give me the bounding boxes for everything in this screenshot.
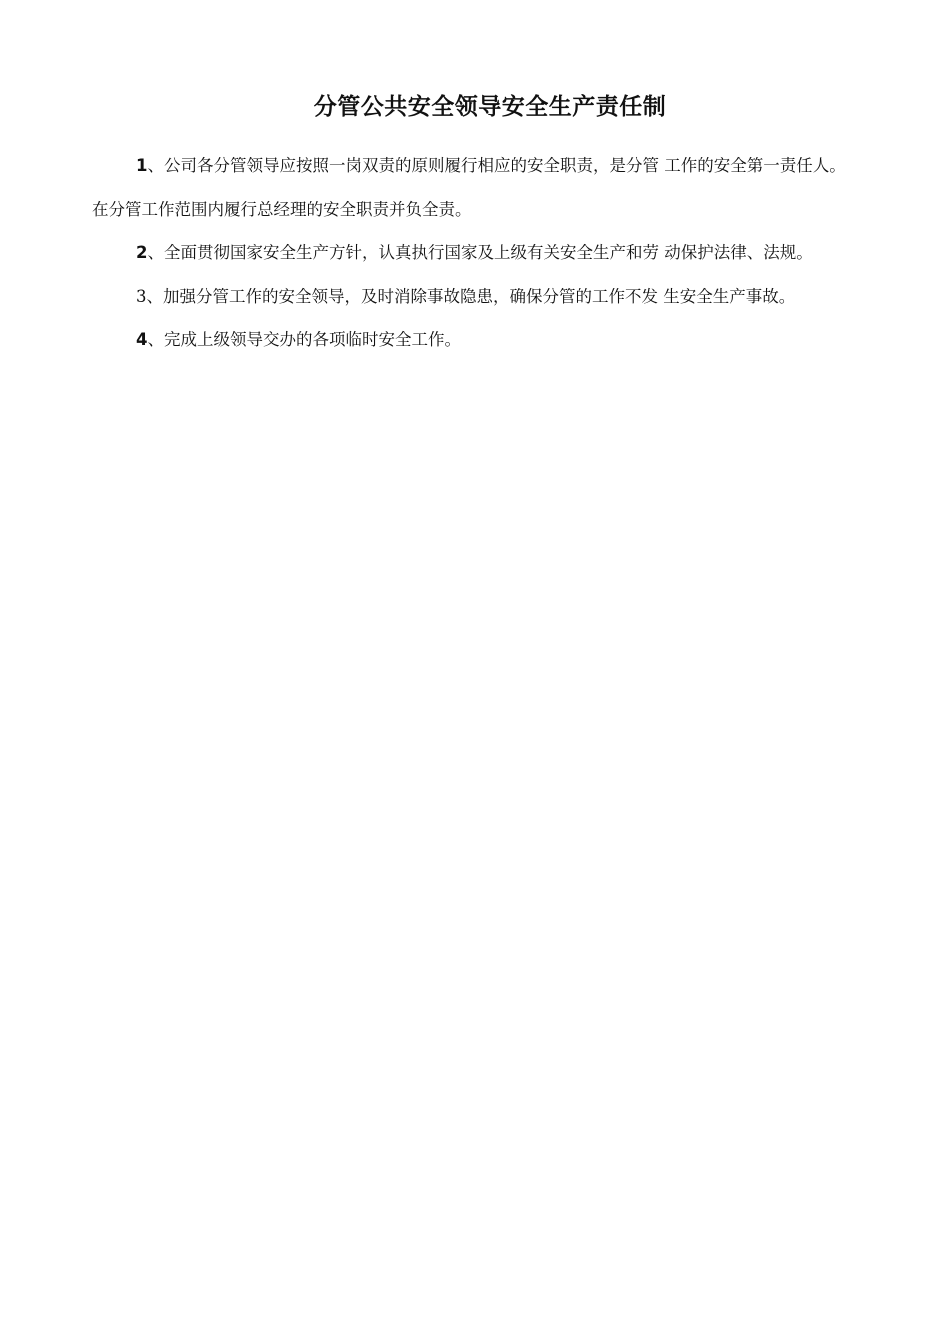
item-number: 3 [136,286,147,306]
item-text: 、公司各分管领导应按照一岗双责的原则履行相应的安全职责，是分管 工作的安全第一责任人。在分管工作范围内履行总经理的安全职责并负全责。 [92,156,846,219]
item-number: 4 [136,330,148,349]
item-number: 2 [136,243,148,262]
item-number: 1 [136,156,148,175]
list-item [92,231,862,275]
item-text: 、完成上级领导交办的各项临时安全工作。 [147,330,461,349]
document-body [92,144,862,362]
list-item [92,144,862,231]
list-item [92,318,862,362]
item-text: 、加强分管工作的安全领导，及时消除事故隐患，确保分管的工作不发 生安全生产事故。 [146,286,796,306]
item-text: 、全面贯彻国家安全生产方针，认真执行国家及上级有关安全生产和劳 动保护法律、法规。 [147,243,813,262]
document-title: 分管公共安全领导安全生产责任制 [313,94,667,120]
list-item [92,275,862,319]
